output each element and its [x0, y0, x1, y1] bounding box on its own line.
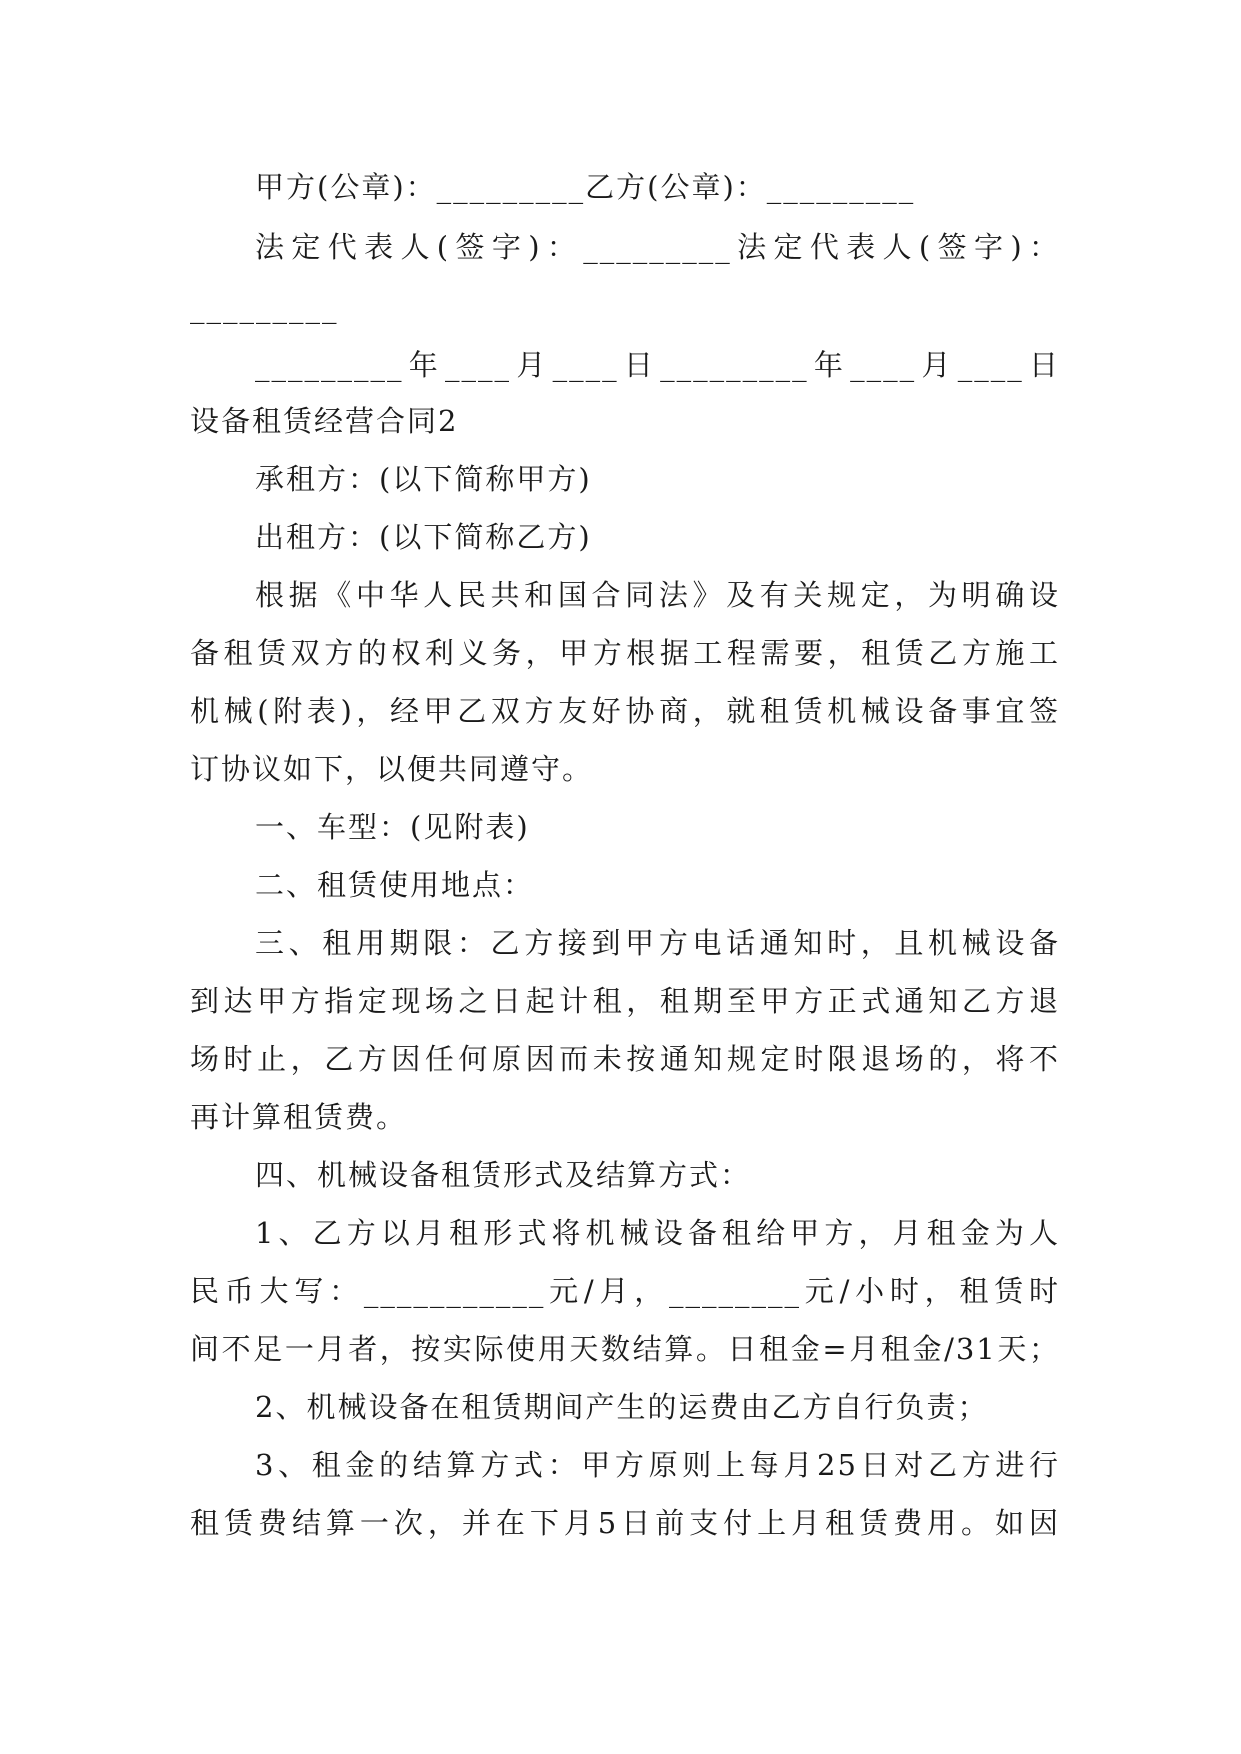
- clause-settlement: 四、机械设备租赁形式及结算方式：: [255, 1158, 752, 1192]
- paragraph-line: 场时止，乙方因任何原因而未按通知规定时限退场的，将不: [190, 1042, 1060, 1076]
- item-3: 3、租金的结算方式：甲方原则上每月25日对乙方进行: [255, 1448, 1060, 1482]
- signature-line-rep: 法定代表人(签字)：_________法定代表人(签字)：: [255, 230, 1060, 264]
- clause-location: 二、租赁使用地点：: [255, 868, 535, 902]
- paragraph-line: 订协议如下，以便共同遵守。: [190, 752, 594, 786]
- paragraph-line: 到达甲方指定现场之日起计租，租期至甲方正式通知乙方退: [190, 984, 1060, 1018]
- paragraph-line: 根据《中华人民共和国合同法》及有关规定，为明确设: [255, 578, 1060, 612]
- item-2: 2、机械设备在租赁期间产生的运费由乙方自行负责；: [255, 1390, 989, 1424]
- paragraph-line: 再计算租赁费。: [190, 1100, 408, 1134]
- document-title: 设备租赁经营合同2: [190, 404, 459, 438]
- clause-term: 三、租用期限：乙方接到甲方电话通知时，且机械设备: [255, 926, 1060, 960]
- paragraph-line: 民币大写：___________元/月，________元/小时，租赁时: [190, 1274, 1060, 1308]
- signature-line-rep-blank: _________: [190, 290, 339, 324]
- lessor-line: 出租方：(以下简称乙方): [255, 520, 592, 554]
- clause-vehicle-type: 一、车型：(见附表): [255, 810, 530, 844]
- paragraph-line: 机械(附表)，经甲乙双方友好协商，就租赁机械设备事宜签: [190, 694, 1060, 728]
- item-1: 1、乙方以月租形式将机械设备租给甲方，月租金为人: [255, 1216, 1060, 1250]
- paragraph-line: 租赁费结算一次，并在下月5日前支付上月租赁费用。如因: [190, 1506, 1060, 1540]
- lessee-line: 承租方：(以下简称甲方): [255, 462, 592, 496]
- paragraph-line: 间不足一月者，按实际使用天数结算。日租金=月租金/31天；: [190, 1332, 1060, 1366]
- signature-line-seal: 甲方(公章)：_________乙方(公章)：_________: [255, 170, 916, 204]
- paragraph-line: 备租赁双方的权利义务，甲方根据工程需要，租赁乙方施工: [190, 636, 1060, 670]
- date-line: _________年____月____日_________年____月____日: [255, 348, 1060, 382]
